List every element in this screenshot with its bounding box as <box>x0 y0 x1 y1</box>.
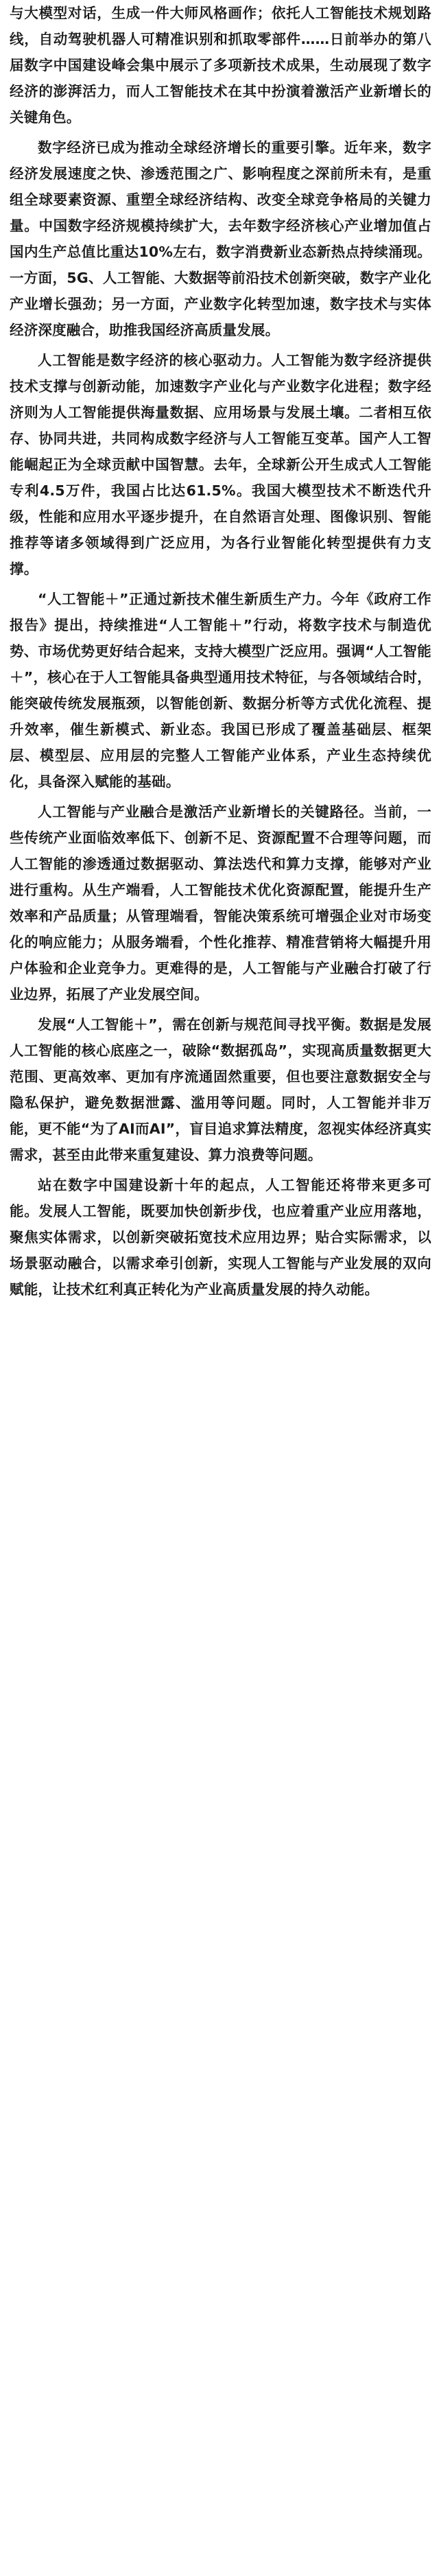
article-paragraph: 站在数字中国建设新十年的起点，人工智能还将带来更多可能。发展人工智能，既要加快创新步伐，也应着重产业应用落地，聚焦实体需求，以创新突破拓宽技术应用边界；贴合实际需求，以场景驱动融合，以需求牵引创新，实现人工智能与产业发展的双向赋能，让技术红利真正转化为产业高质量发展的持久动能。 <box>10 1177 431 1298</box>
article-paragraph: 数字经济已成为推动全球经济增长的重要引擎。近年来，数字经济发展速度之快、渗透范围之广、影响程度之深前所未有，是重组全球要素资源、重塑全球经济结构、改变全球竞争格局的关键力量。中国数字经济规模持续扩大，去年数字经济核心产业增加值占国内生产总值比重达10%左右，数字消费新业态新热点持续涌现。一方面，5G、人工智能、大数据等前沿技术创新突破，数字产业化产业增长强劲；另一方面，产业数字化转型加速，数字技术与实体经济深度融合，助推我国经济高质量发展。 <box>10 139 431 338</box>
article-paragraph: 发展“人工智能＋”，需在创新与规范间寻找平衡。数据是发展人工智能的核心底座之一，破除“数据孤岛”，实现高质量数据更大范围、更高效率、更加有序流通固然重要，但也要注意数据安全与隐私保护，避免数据泄露、滥用等问题。同时，人工智能并非万能，更不能“为了AI而AI”，盲目追求算法精度，忽视实体经济真实需求，甚至由此带来重复建设、算力浪费等问题。 <box>10 1016 431 1163</box>
article-paragraph: “人工智能＋”正通过新技术催生新质生产力。今年《政府工作报告》提出，持续推进“人工智能＋”行动，将数字技术与制造优势、市场优势更好结合起来，支持大模型广泛应用。强调“人工智能＋”，核心在于人工智能具备典型通用技术特征，与各领域结合时，能突破传统发展瓶颈，以智能创新、数据分析等方式优化流程、提升效率，催生新模式、新业态。我国已形成了覆盖基础层、框架层、模型层、应用层的完整人工智能产业体系，产业生态持续优化，具备深入赋能的基础。 <box>10 591 431 790</box>
article-paragraph: 人工智能与产业融合是激活产业新增长的关键路径。当前，一些传统产业面临效率低下、创新不足、资源配置不合理等问题，而人工智能的渗透通过数据驱动、算法迭代和算力支撑，能够对产业进行重构。从生产端看，人工智能技术优化资源配置，能提升生产效率和产品质量；从管理端看，智能决策系统可增强企业对市场变化的响应能力；从服务端看，个性化推荐、精准营销将大幅提升用户体验和企业竞争力。更难得的是，人工智能与产业融合打破了行业边界，拓展了产业发展空间。 <box>10 804 431 1003</box>
article-paragraph: 人工智能是数字经济的核心驱动力。人工智能为数字经济提供技术支撑与创新动能，加速数字产业化与产业数字化进程；数字经济则为人工智能提供海量数据、应用场景与发展土壤。二者相互依存、协同共进，共同构成数字经济与人工智能互变革。国产人工智能崛起正为全球贡献中国智慧。去年，全球新公开生成式人工智能专利4.5万件，我国占比达61.5%。我国大模型技术不断迭代升级，性能和应用水平逐步提升，在自然语言处理、图像识别、智能推荐等诸多领域得到广泛应用，为各行业智能化转型提供有力支撑。 <box>10 352 431 577</box>
article-paragraph: 与大模型对话，生成一件大师风格画作；依托人工智能技术规划路线，自动驾驶机器人可精准识别和抓取零部件……日前举办的第八届数字中国建设峰会集中展示了多项新技术成果，生动展现了数字经济的澎湃活力，而人工智能技术在其中扮演着激活产业新增长的关键角色。 <box>10 5 431 126</box>
